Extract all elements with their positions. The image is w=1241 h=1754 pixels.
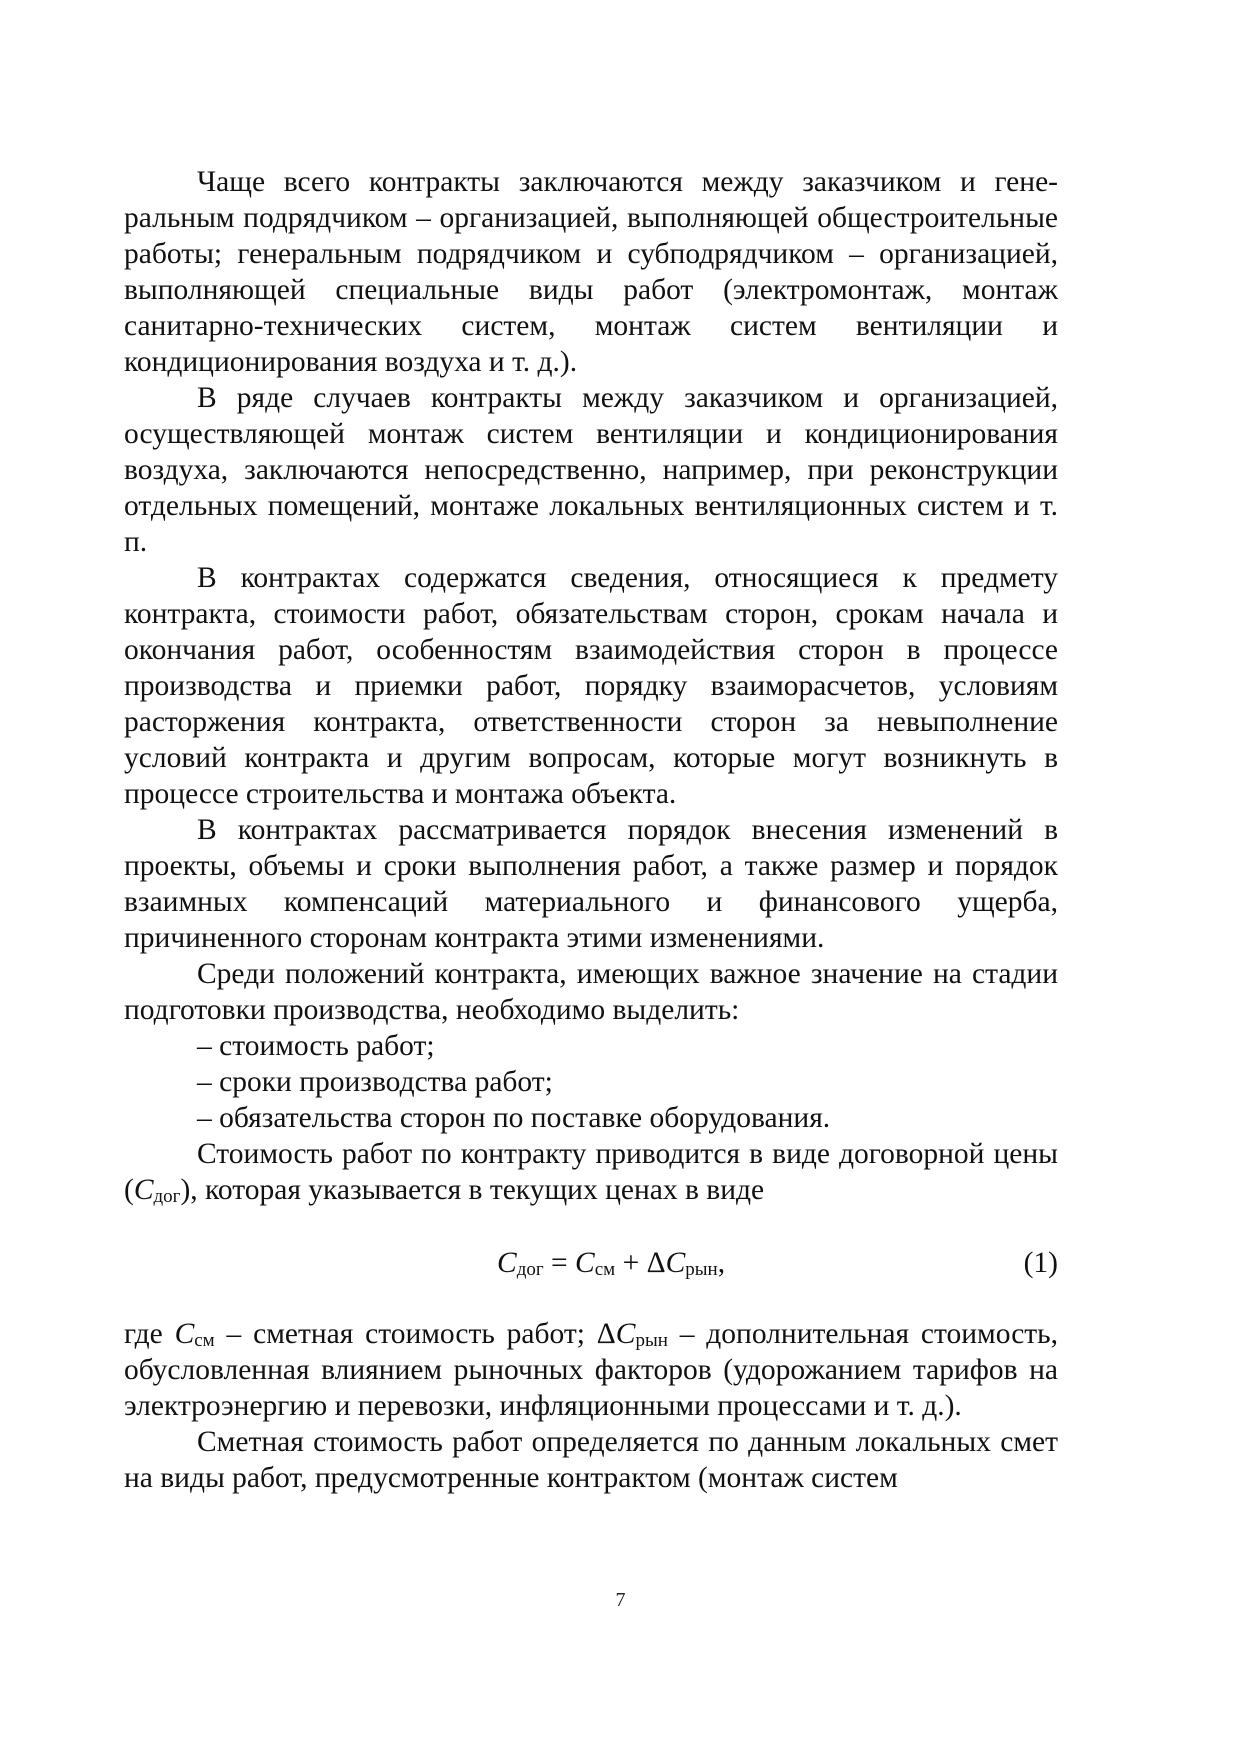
list-item: – обязательства сторон по поставке оборудования. — [197, 1102, 831, 1134]
text-span: Стоимость работ по контракту приводится в виде договорной цены ( — [124, 1138, 1058, 1206]
symbol-c: С — [497, 1247, 517, 1279]
text-span: – дополнительная стоимость, обусловленная влиянием рыночных факторов (удорожанием тарифов на электроэнергию и перевозки, инфляционными процессами и т. д.). — [124, 1318, 1059, 1422]
text-span: где — [124, 1318, 175, 1350]
plus-delta-sign: + Δ — [615, 1247, 666, 1279]
paragraph-key-provisions: Среди положений контракта, имеющих важное значение на стадии подготовки производства, необходимо выделить: — [124, 958, 1058, 1026]
page-number: 7 — [615, 1589, 626, 1611]
paragraph-changes-procedure: В контрактах рассматривается порядок внесения изменений в проекты, объемы и сроки выполнения работ, а также размер и порядок взаимных компенсаций материального и финансового ущерба, причиненного сторонам контракта этими изменениями. — [124, 814, 1058, 954]
paragraph-contract-contents: В контрактах содержатся сведения, относящиеся к предмету контракта, стоимости работ, обязательствам сторон, срокам начала и окончания работ, особенностям взаимодействия сторон в процессе производства и приемки работ, порядку взаиморасчетов, условиям расторжения контракта, ответственности сторон за невыполнение условий контракта и другим вопросам, которые могут возникнуть в процессе строительства и монтажа объекта. — [124, 562, 1058, 810]
equals-sign: = — [543, 1247, 576, 1279]
subscript-dog: дог — [516, 1259, 544, 1280]
symbol-c: С — [133, 1174, 154, 1206]
symbol-c: С — [615, 1318, 636, 1350]
body-text — [124, 164, 1058, 1496]
text-span: ), которая указывается в текущих ценах в виде — [180, 1174, 765, 1206]
formula-end-comma: , — [717, 1247, 726, 1279]
list-item: – стоимость работ; — [197, 1030, 435, 1062]
subscript-dog: дог — [153, 1186, 181, 1207]
paragraph-formula-explanation — [124, 1316, 1058, 1424]
paragraph-estimate-cost: Сметная стоимость работ определяется по данным локальных смет на виды работ, предусмотренные контрактом (монтаж систем — [124, 1426, 1058, 1494]
paragraph-direct-contracts: В ряде случаев контракты между заказчиком и организацией, осуществляющей монтаж систем вентиляции и кондиционирования воздуха, заключаются непосредственно, например, при реконструкции отдельных помещений, монтаже локальных вентиляционных систем и т. п. — [124, 382, 1058, 558]
paragraph-contract-price — [124, 1136, 1058, 1208]
formula-expression — [497, 1245, 725, 1281]
symbol-c: С — [575, 1247, 595, 1279]
subscript-sm: см — [594, 1259, 616, 1280]
subscript-ryn: рын — [635, 1330, 668, 1351]
list-item: – сроки производства работ; — [197, 1066, 553, 1098]
subscript-ryn: рын — [685, 1259, 718, 1280]
symbol-c: С — [174, 1318, 195, 1350]
text-span: – сметная стоимость работ; Δ — [214, 1318, 616, 1350]
symbol-c: С — [665, 1247, 686, 1279]
formula-number: (1) — [1023, 1247, 1058, 1279]
paragraph-contract-parties: Чаще всего контракты заключаются между заказчиком и генеральным подрядчиком – организацией, выполняющей общестроительные работы; генеральным подрядчиком и субподрядчиком – организацией, выполняющей специальные виды работ (электромонтаж, монтаж санитарно-технических систем, монтаж систем вентиляции и кондиционирования воздуха и т. д.). — [124, 166, 1058, 378]
formula-block — [124, 1208, 1058, 1316]
subscript-sm: см — [194, 1330, 215, 1351]
